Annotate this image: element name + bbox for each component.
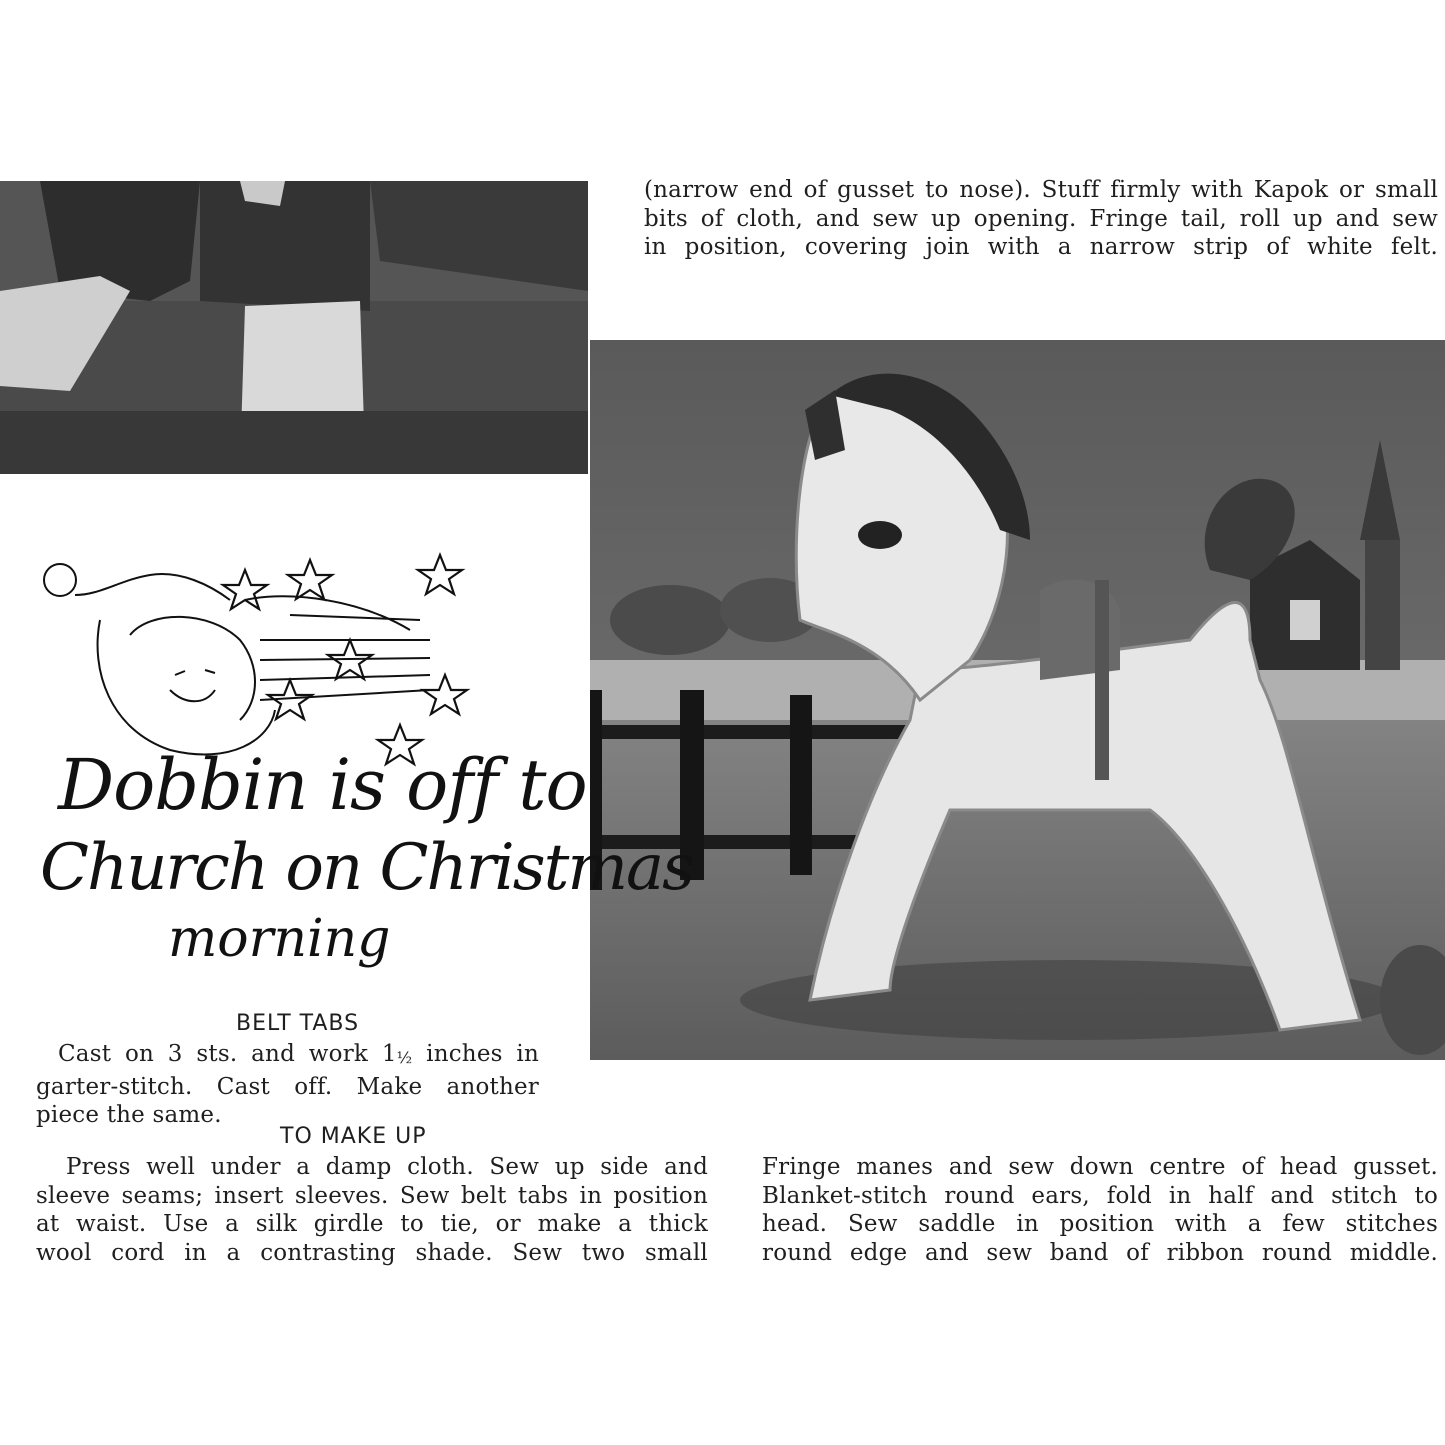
text-line: Blanket-stitch round ears, fold in half and stitch to bbox=[762, 1182, 1438, 1209]
text-line: bits of cloth, and sew up opening. Fringe tail, roll up and sew bbox=[644, 205, 1438, 232]
text-line: at waist. Use a silk girdle to tie, or make a thick bbox=[36, 1211, 708, 1237]
title-line-3: morning bbox=[168, 909, 391, 969]
make-up-right-paragraph bbox=[762, 1153, 1438, 1267]
belt-tabs-line1-a: Cast on 3 sts. and work 1 bbox=[58, 1041, 397, 1067]
text-line: (narrow end of gusset to nose). Stuff firmly with Kapok or small bbox=[644, 177, 1438, 203]
top-right-paragraph bbox=[644, 176, 1438, 262]
fraction-half: ½ bbox=[396, 1048, 413, 1067]
make-up-left-paragraph bbox=[36, 1153, 708, 1267]
title-line-1: Dobbin is off to bbox=[58, 744, 587, 826]
title-block bbox=[40, 744, 693, 985]
make-up-heading: TO MAKE UP bbox=[280, 1124, 427, 1149]
text-line: round edge and sew band of ribbon round middle. bbox=[762, 1239, 1438, 1266]
text-line: Press well under a damp cloth. Sew up side and bbox=[66, 1154, 708, 1180]
title-illustration bbox=[30, 540, 500, 770]
felt-horse-image bbox=[590, 340, 1445, 1060]
belt-tabs-paragraph bbox=[36, 1040, 539, 1130]
title-line-2: Church on Christmas bbox=[40, 831, 693, 905]
figure-legs-image bbox=[0, 181, 588, 474]
text-line bbox=[36, 1040, 539, 1073]
belt-tabs-heading: BELT TABS bbox=[236, 1011, 360, 1036]
photo-felt-horse bbox=[590, 340, 1445, 1060]
text-line: garter-stitch. Cast off. Make another bbox=[36, 1073, 539, 1100]
santa-stars-drawing bbox=[30, 540, 500, 770]
text-line: sleeve seams; insert sleeves. Sew belt tabs in position bbox=[36, 1182, 708, 1209]
text-line: wool cord in a contrasting shade. Sew two small bbox=[36, 1239, 708, 1266]
photo-figure-legs bbox=[0, 181, 588, 474]
text-line: piece the same. bbox=[36, 1102, 222, 1128]
belt-tabs-line1-b: inches in bbox=[412, 1041, 539, 1067]
text-line: in position, covering join with a narrow strip of white felt. bbox=[644, 234, 1438, 260]
text-line: head. Sew saddle in position with a few stitches bbox=[762, 1211, 1438, 1237]
text-line: Fringe manes and sew down centre of head gusset. bbox=[762, 1154, 1438, 1180]
